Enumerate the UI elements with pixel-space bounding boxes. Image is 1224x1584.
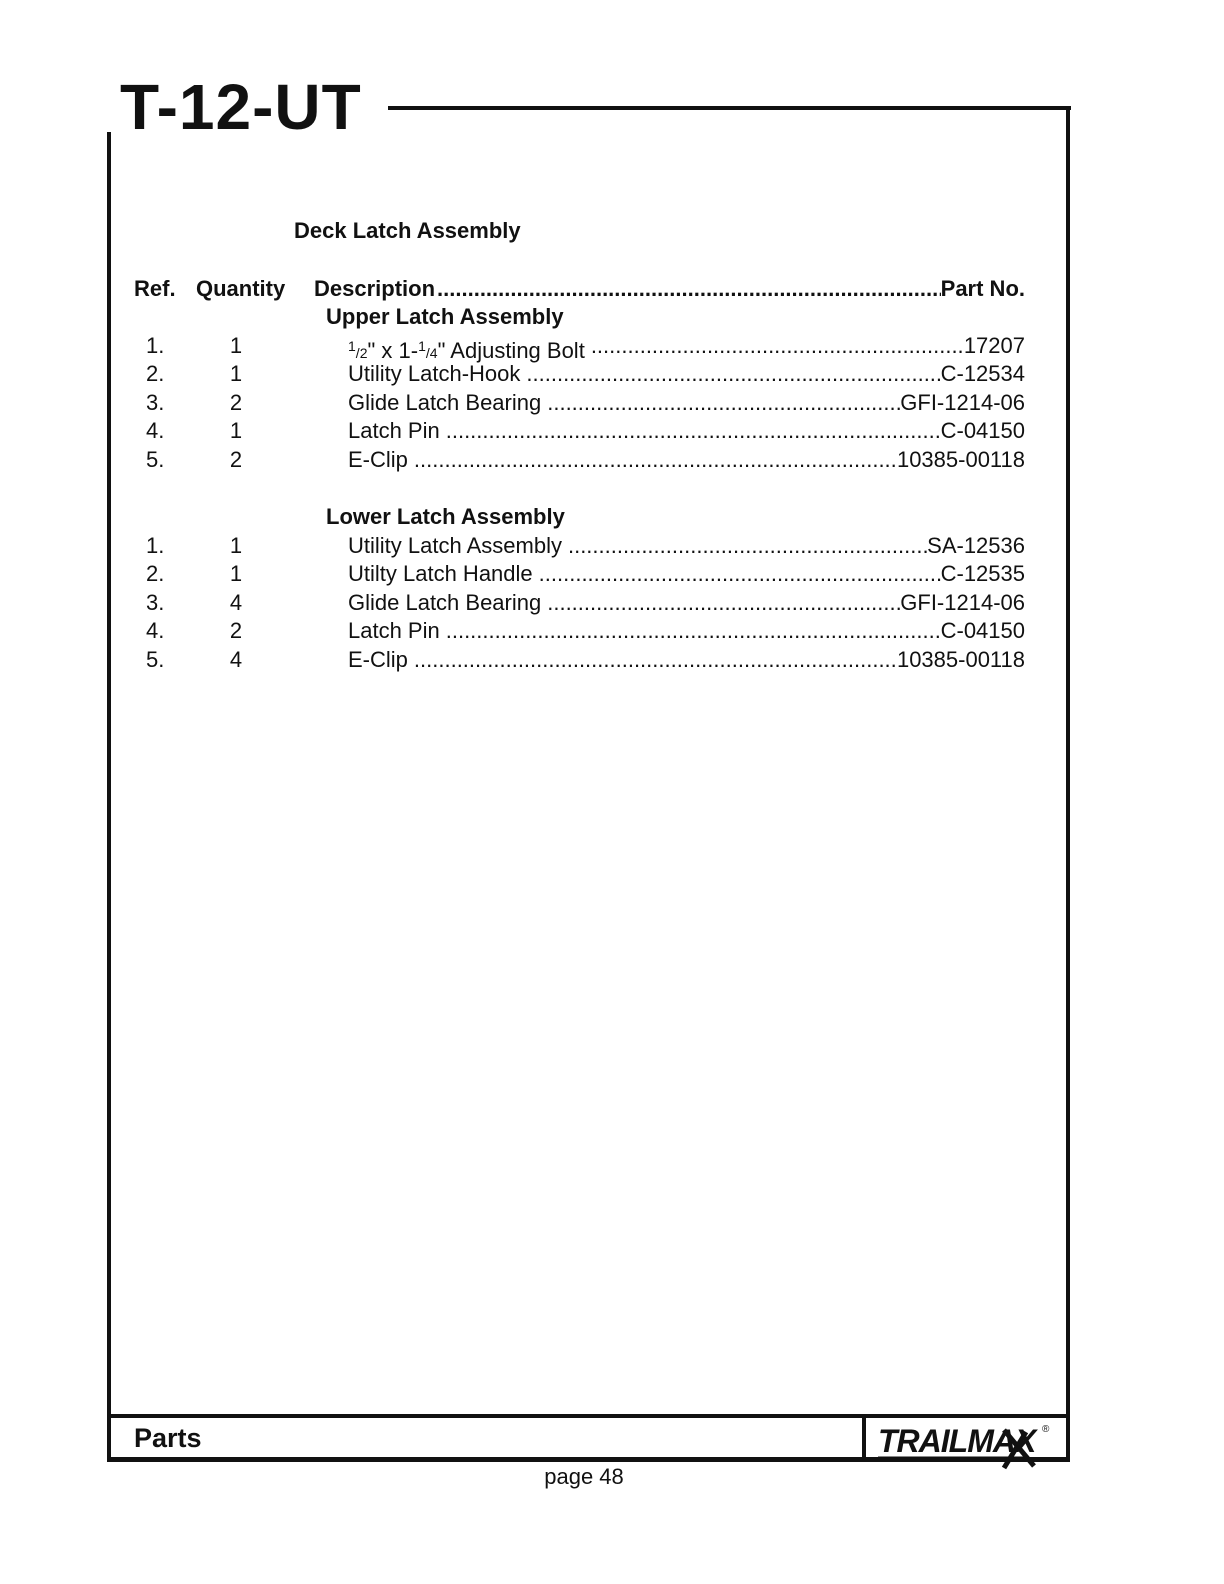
page-number: page 48 (544, 1464, 624, 1489)
row-qty: 4 (229, 590, 243, 615)
group-title: Lower Latch Assembly (326, 504, 565, 529)
row-desc: Latch Pin (348, 418, 440, 443)
table-row (0, 360, 1224, 388)
table-row (0, 389, 1224, 417)
dot-leader (533, 560, 941, 588)
row-line (348, 589, 1025, 617)
row-desc: Utility Latch Assembly (348, 533, 562, 558)
dot-leader (440, 617, 941, 645)
table-row (0, 646, 1224, 674)
row-qty: 4 (229, 647, 243, 672)
row-part-no: SA-12536 (927, 533, 1025, 558)
table-row (0, 560, 1224, 588)
row-line (348, 389, 1025, 417)
row-ref: 4. (146, 618, 165, 643)
row-line (348, 417, 1025, 445)
dot-leader (520, 360, 940, 388)
row-ref: 5. (146, 647, 165, 672)
row-line (348, 617, 1025, 645)
table-row (0, 417, 1224, 445)
row-line (348, 446, 1025, 474)
col-header-description: Description (314, 276, 436, 301)
col-header-part-no: Part No. (940, 276, 1025, 301)
dot-leader (408, 646, 897, 674)
row-desc: Glide Latch Bearing (348, 390, 542, 415)
row-ref: 2. (146, 561, 165, 586)
model-title: T-12-UT (120, 70, 374, 144)
desc-part: " x 1- (367, 338, 419, 363)
row-part-no: 10385-00118 (896, 647, 1025, 672)
row-ref: 3. (146, 390, 165, 415)
logo-text: TRAILMAX (878, 1423, 1036, 1459)
row-ref: 1. (146, 533, 165, 558)
row-part-no: C-04150 (940, 418, 1025, 443)
row-desc: Utility Latch-Hook (348, 361, 521, 386)
dot-leader (541, 589, 900, 617)
row-qty: 1 (229, 533, 243, 558)
row-qty: 2 (229, 390, 243, 415)
row-part-no: C-12535 (940, 561, 1025, 586)
dot-leader (440, 417, 941, 445)
row-part-no: 17207 (963, 333, 1025, 358)
trailmax-logo (876, 1418, 1056, 1470)
row-qty: 2 (229, 447, 243, 472)
row-part-no: 10385-00118 (896, 447, 1025, 472)
row-desc: Glide Latch Bearing (348, 590, 542, 615)
col-header-description-row (314, 275, 1025, 303)
row-desc: Latch Pin (348, 618, 440, 643)
row-qty: 1 (229, 561, 243, 586)
group-title: Upper Latch Assembly (326, 304, 564, 329)
row-qty: 2 (229, 618, 243, 643)
row-line (348, 360, 1025, 388)
col-header-ref: Ref. (134, 276, 176, 301)
dot-leader (408, 446, 897, 474)
row-qty: 1 (229, 333, 243, 358)
row-desc: Utilty Latch Handle (348, 561, 533, 586)
row-desc: $^1$/2" x 1-$^1$/4" Adjusting Bolt (348, 338, 585, 363)
frac-numerator: 1 (348, 338, 356, 354)
footer-divider (862, 1414, 866, 1460)
frac-numerator: 1 (418, 338, 426, 354)
dot-leader (562, 532, 927, 560)
section-label: Parts (134, 1423, 202, 1453)
row-desc: E-Clip (348, 647, 408, 672)
row-line (348, 646, 1025, 674)
row-part-no: C-12534 (940, 361, 1025, 386)
row-ref: 1. (146, 333, 165, 358)
col-header-quantity: Quantity (196, 276, 286, 301)
row-part-no: C-04150 (940, 618, 1025, 643)
table-row (0, 446, 1224, 474)
frac-denominator: 2 (359, 345, 368, 361)
row-part-no: GFI-1214-06 (900, 590, 1025, 615)
row-ref: 4. (146, 418, 165, 443)
row-ref: 5. (146, 447, 165, 472)
table-row (0, 589, 1224, 617)
frame-right-rule (1066, 106, 1070, 1462)
dot-leader (541, 389, 900, 417)
table-row (0, 332, 1224, 363)
dot-leader (435, 275, 941, 303)
desc-part: " Adjusting Bolt (437, 338, 585, 363)
row-qty: 1 (229, 361, 243, 386)
row-line (348, 560, 1025, 588)
registered-mark: ® (1042, 1424, 1050, 1435)
row-ref: 3. (146, 590, 165, 615)
page-title: Deck Latch Assembly (294, 218, 521, 243)
row-line (348, 532, 1025, 560)
row-ref: 2. (146, 361, 165, 386)
row-qty: 1 (229, 418, 243, 443)
table-row (0, 532, 1224, 560)
frame-top-rule (388, 106, 1071, 110)
row-desc: E-Clip (348, 447, 408, 472)
table-row (0, 617, 1224, 645)
frac-denominator: 4 (429, 345, 438, 361)
row-part-no: GFI-1214-06 (900, 390, 1025, 415)
